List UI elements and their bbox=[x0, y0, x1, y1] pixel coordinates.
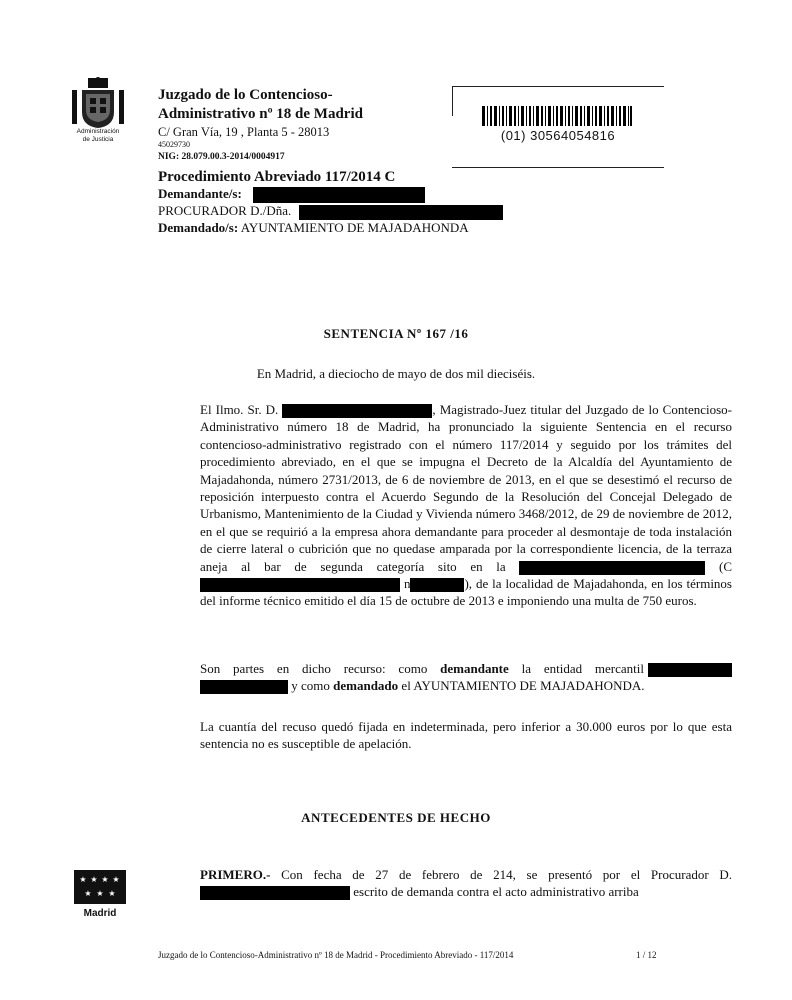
svg-text:★: ★ bbox=[84, 889, 92, 898]
para1-part-a: El Ilmo. Sr. D. bbox=[200, 402, 279, 417]
court-code: 45029730 bbox=[158, 140, 190, 149]
redaction-box bbox=[200, 578, 400, 592]
redaction-box bbox=[282, 404, 432, 418]
redaction-box bbox=[519, 561, 705, 575]
para4-label: PRIMERO.- bbox=[200, 867, 271, 882]
demandante-line bbox=[158, 186, 425, 203]
barcode-number: (01) 30564054816 bbox=[500, 128, 616, 143]
procurador-label: PROCURADOR D./Dña. bbox=[158, 203, 292, 218]
court-name bbox=[158, 86, 363, 124]
coat-caption-line-1: Administración bbox=[76, 128, 120, 135]
coat-caption-line-2: de Justicia bbox=[82, 136, 114, 143]
svg-text:★: ★ bbox=[108, 889, 116, 898]
para2-part-a: Son partes en dicho recurso: como bbox=[200, 661, 441, 676]
para1-part-b: , Magistrado-Juez titular del Juzgado de lo Contencioso-Administrativo número 18 de Madrid, ha pronunciado la siguiente Sentencia en el recurso contencioso-administrativo registrado con el número 117/2014 y seguido por los trámites del procedimiento abreviado, en el que se impugna el Decreto de la Alcaldía del Ayuntamiento de Majadahonda, número 2731/2013, de 6 de noviembre de 2013, en el que se desestimó el recurso de reposición interpuesto contra el Acuerdo Segundo de la Resolución del Concejal Delegado de Urbanismo, Mantenimiento de la Ciudad y Vivienda número 3468/2012, de 29 de noviembre de 2012, en el que se requirió a la empresa ahora demandante para proceder al desmontaje de toda instalación de cierre lateral o cubrición que no quedase amparada por la correspondiente licencia, de la terraza aneja al bar de segunda categoría sito en la bbox=[200, 402, 733, 574]
court-name-line-2: Administrativo nº 18 de Madrid bbox=[158, 106, 363, 122]
redaction-box bbox=[200, 886, 350, 900]
footer-text: Juzgado de lo Contencioso-Administrativo nº 18 de Madrid - Procedimiento Abreviado - 117/2014 bbox=[158, 950, 514, 960]
page-number: 1 / 12 bbox=[636, 950, 657, 960]
court-nig: NIG: 28.079.00.3-2014/0004917 bbox=[158, 152, 285, 162]
redaction-box bbox=[410, 578, 464, 592]
redaction-box bbox=[299, 205, 503, 220]
svg-text:★: ★ bbox=[79, 875, 87, 884]
para2-part-d: y como bbox=[288, 678, 334, 694]
para4-part-c: escrito de demanda contra el acto administrativo arriba bbox=[353, 884, 639, 900]
para2-part-f: el AYUNTAMIENTO DE MAJADAHONDA. bbox=[398, 678, 645, 694]
section-title: ANTECEDENTES DE HECHO bbox=[301, 810, 491, 825]
barcode-box bbox=[452, 86, 664, 168]
sentence-title: SENTENCIA Nº 167 /16 bbox=[323, 326, 469, 341]
demandado-value: AYUNTAMIENTO DE MAJADAHONDA bbox=[240, 220, 469, 235]
redaction-box bbox=[648, 663, 732, 677]
place-date: En Madrid, a dieciocho de mayo de dos mil dieciséis. bbox=[256, 366, 536, 381]
coat-caption bbox=[62, 128, 134, 144]
paragraph-1 bbox=[158, 401, 732, 610]
madrid-label: Madrid bbox=[83, 908, 117, 919]
demandante-label: Demandante/s: bbox=[158, 186, 242, 201]
paragraph-2 bbox=[158, 660, 732, 695]
para2-demandante: demandante bbox=[440, 661, 509, 676]
procurador-line bbox=[158, 203, 503, 220]
para4-part-b: Con fecha de 27 de febrero de 214, se presentó por el Procurador D. bbox=[270, 867, 732, 882]
svg-text:★: ★ bbox=[112, 875, 120, 884]
svg-text:★: ★ bbox=[96, 889, 104, 898]
demandado-label: Demandado/s: bbox=[158, 220, 239, 235]
svg-text:★: ★ bbox=[90, 875, 98, 884]
para1-part-c: (C bbox=[719, 558, 733, 574]
para1-part-e: ), de la localidad de Majadahonda, en los términos del informe técnico emitido el día 15 de octubre de 2013 e imponiendo una multa de 750 euros. bbox=[200, 576, 732, 609]
para2-part-c: la entidad mercantil bbox=[508, 661, 644, 676]
court-name-line-1: Juzgado de lo Contencioso- bbox=[158, 87, 333, 103]
redaction-box bbox=[200, 680, 288, 694]
madrid-stars-logo-icon bbox=[74, 870, 126, 904]
para2-demandado: demandado bbox=[333, 678, 399, 694]
svg-text:★: ★ bbox=[101, 875, 109, 884]
procedure-number: Procedimiento Abreviado 117/2014 C bbox=[158, 169, 396, 185]
barcode-icon bbox=[482, 106, 632, 126]
court-address: C/ Gran Vía, 19 , Planta 5 - 28013 bbox=[158, 125, 330, 139]
paragraph-4 bbox=[158, 866, 732, 901]
para1-part-d: n bbox=[403, 576, 411, 592]
paragraph-3: La cuantía del recuso quedó fijada en indeterminada, pero inferior a 30.000 euros por lo que esta sentencia no es susceptible de apelación. bbox=[200, 719, 732, 752]
redaction-box bbox=[253, 187, 425, 203]
demandado-line bbox=[158, 220, 469, 236]
